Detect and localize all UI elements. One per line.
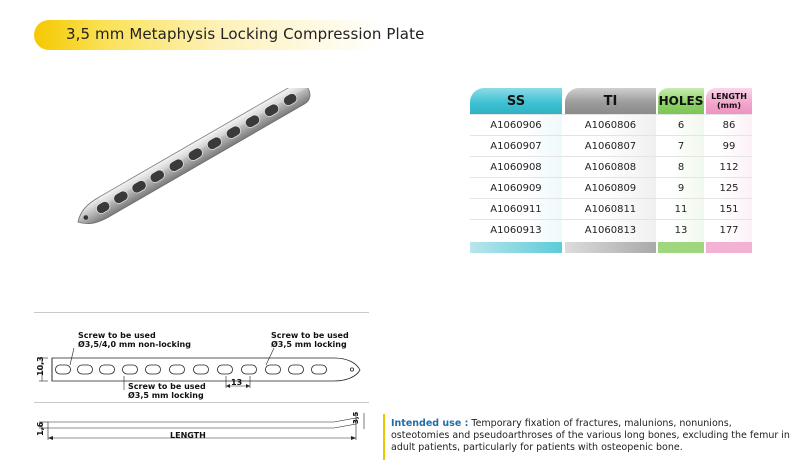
table-row bbox=[470, 156, 752, 178]
screw-nonlocking-title: Screw to be used bbox=[78, 331, 156, 340]
cell-ti: A1060809 bbox=[584, 183, 637, 194]
cell-ss: A1060913 bbox=[490, 225, 542, 236]
thickness-dimension: 1,6 bbox=[36, 421, 45, 436]
tip-dimension: 3,5 bbox=[352, 411, 360, 424]
length-dimension: LENGTH bbox=[170, 431, 206, 440]
intended-use-label: Intended use : bbox=[391, 418, 469, 429]
cell-ti: A1060806 bbox=[584, 120, 637, 131]
cell-length: 112 bbox=[719, 162, 739, 173]
intended-use-text: Temporary fixation of fractures, malunions, nonunions, osteotomies and pseudoarthroses of the various long bones, excluding the femur in adult patients, particularly for patients with osteopenic bone. bbox=[391, 418, 790, 453]
cell-ss: A1060907 bbox=[490, 141, 542, 152]
cell-ss: A1060908 bbox=[490, 162, 542, 173]
cell-ti: A1060808 bbox=[584, 162, 637, 173]
screw-locking-right-note bbox=[271, 331, 349, 349]
cell-holes: 6 bbox=[677, 120, 685, 131]
cell-holes: 11 bbox=[674, 204, 688, 215]
spacing-dimension: 13 bbox=[231, 378, 243, 387]
table-row bbox=[470, 135, 752, 157]
screw-locking-right-title: Screw to be used bbox=[271, 331, 349, 340]
header-ss: SS bbox=[470, 88, 562, 114]
cell-length: 177 bbox=[719, 225, 739, 236]
footer-holes bbox=[658, 242, 704, 253]
cell-ss: A1060909 bbox=[490, 183, 542, 194]
cell-length: 125 bbox=[719, 183, 739, 194]
intended-use-block bbox=[391, 418, 791, 454]
table-row bbox=[470, 198, 752, 220]
cell-ti: A1060807 bbox=[584, 141, 637, 152]
footer-ti bbox=[565, 242, 656, 253]
cell-ss: A1060911 bbox=[490, 204, 542, 215]
footer-ss bbox=[470, 242, 562, 253]
cell-holes: 13 bbox=[674, 225, 688, 236]
table-row bbox=[470, 114, 752, 136]
cell-holes: 9 bbox=[677, 183, 685, 194]
table-row bbox=[470, 219, 752, 241]
screw-nonlocking-note bbox=[78, 331, 191, 349]
cell-holes: 8 bbox=[677, 162, 685, 173]
intended-use-accent bbox=[383, 414, 385, 460]
cell-ss: A1060906 bbox=[490, 120, 542, 131]
cell-ti: A1060811 bbox=[584, 204, 637, 215]
header-holes: HOLES bbox=[658, 88, 704, 114]
header-length-unit: (mm) bbox=[717, 101, 741, 110]
plate-image bbox=[70, 88, 330, 238]
page-title: 3,5 mm Metaphysis Locking Compression Plate bbox=[66, 25, 425, 43]
screw-locking-bottom-title: Screw to be used bbox=[128, 382, 206, 391]
table-row bbox=[470, 177, 752, 199]
cell-length: 99 bbox=[722, 141, 736, 152]
footer-length bbox=[706, 242, 752, 253]
divider-top bbox=[34, 312, 369, 313]
header-length bbox=[706, 88, 752, 114]
cell-length: 151 bbox=[719, 204, 739, 215]
plate-illustration-icon bbox=[70, 88, 330, 238]
divider-middle bbox=[34, 402, 369, 403]
product-table bbox=[470, 88, 752, 253]
header-ti: TI bbox=[565, 88, 656, 114]
header-length-label: LENGTH bbox=[711, 92, 747, 101]
cell-length: 86 bbox=[722, 120, 736, 131]
width-dimension: 10,3 bbox=[36, 356, 45, 376]
screw-locking-bottom-spec: Ø3,5 mm locking bbox=[128, 391, 204, 400]
cell-ti: A1060813 bbox=[584, 225, 637, 236]
screw-locking-right-spec: Ø3,5 mm locking bbox=[271, 340, 347, 349]
screw-nonlocking-spec: Ø3,5/4,0 mm non-locking bbox=[78, 340, 191, 349]
cell-holes: 7 bbox=[677, 141, 685, 152]
screw-locking-bottom-note bbox=[128, 382, 206, 400]
